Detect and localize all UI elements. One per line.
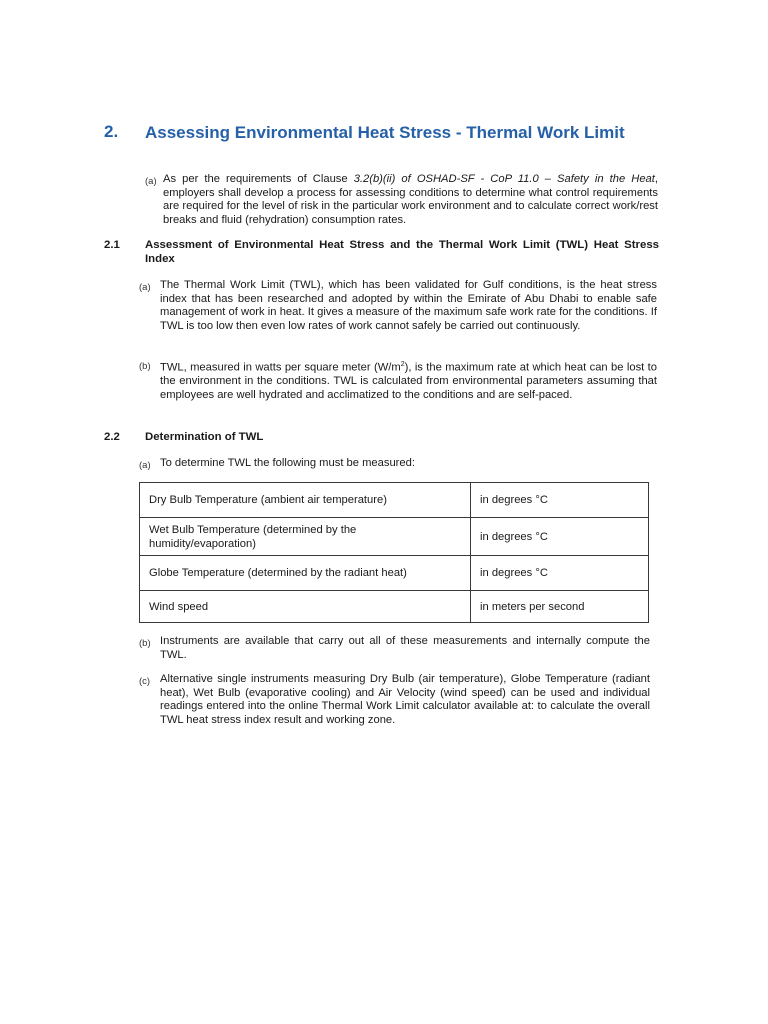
twl-definition-paragraph: The Thermal Work Limit (TWL), which has been validated for Gulf conditions, is the heat stress index that has been researched and adopted by within the Emirate of Abu Dhabi to enable safe management of work in heat. It gives a measure of the maximum safe work rate for the conditions. If TWL is too low then even low rates of work cannot safely be carried out continuously.: [160, 279, 657, 332]
table-cell: Wind speed: [140, 591, 471, 623]
table-cell: in degrees °C: [471, 556, 649, 591]
table-cell: in meters per second: [471, 591, 649, 623]
subsection-title: Determination of TWL: [145, 431, 264, 443]
table-row: [140, 483, 649, 518]
intro-paragraph: As per the requirements of Clause 3.2(b)(ii) of OSHAD-SF - CoP 11.0 – Safety in the Heat, employers shall develop a process for assessing conditions to determine what control requirements are required for the level of risk in the particular work environment and to calculate correct work/rest breaks and fluid (rehydration) consumption rates.: [163, 173, 658, 226]
section-number: 2.: [104, 122, 119, 141]
item-label: (a): [145, 176, 157, 187]
section-title: Assessing Environmental Heat Stress - Thermal Work Limit: [145, 123, 625, 142]
table-cell: in degrees °C: [471, 483, 649, 518]
subsection-number: 2.1: [104, 239, 120, 251]
item-label: (a): [139, 460, 151, 471]
table-cell: in degrees °C: [471, 518, 649, 556]
table-cell: Globe Temperature (determined by the radiant heat): [140, 556, 471, 591]
subsection-title: Assessment of Environmental Heat Stress and the Thermal Work Limit (TWL) Heat Stress Index: [145, 239, 659, 265]
measure-intro: To determine TWL the following must be measured:: [160, 457, 415, 469]
table-cell: Wet Bulb Temperature (determined by the humidity/evaporation): [140, 518, 471, 556]
subsection-number: 2.2: [104, 431, 120, 443]
table-cell: Dry Bulb Temperature (ambient air temperature): [140, 483, 471, 518]
item-label: (c): [139, 676, 151, 687]
item-label: (b): [139, 638, 151, 649]
item-label: (b): [139, 361, 151, 372]
alternative-instruments-paragraph: Alternative single instruments measuring Dry Bulb (air temperature), Globe Temperature (radiant heat), Wet Bulb (evaporative cooling) and Air Velocity (wind speed) can be used and individual readings entered into the online Thermal Work Limit calculator available at: to calculate the overall TWL heat stress index result and working zone.: [160, 673, 650, 726]
measurements-table: [139, 482, 649, 623]
item-label: (a): [139, 282, 151, 293]
table-row: [140, 518, 649, 556]
table-row: [140, 591, 649, 623]
instruments-paragraph: Instruments are available that carry out all of these measurements and internally compute the TWL.: [160, 635, 650, 661]
twl-measurement-paragraph: TWL, measured in watts per square meter $(W/m^2)$, is the maximum rate at which heat can be lost to the environment in the conditions. TWL is calculated from environmental parameters assuming that employees are well hydrated and acclimatized to the conditions and are self-paced.: [160, 361, 658, 401]
table-row: [140, 556, 649, 591]
